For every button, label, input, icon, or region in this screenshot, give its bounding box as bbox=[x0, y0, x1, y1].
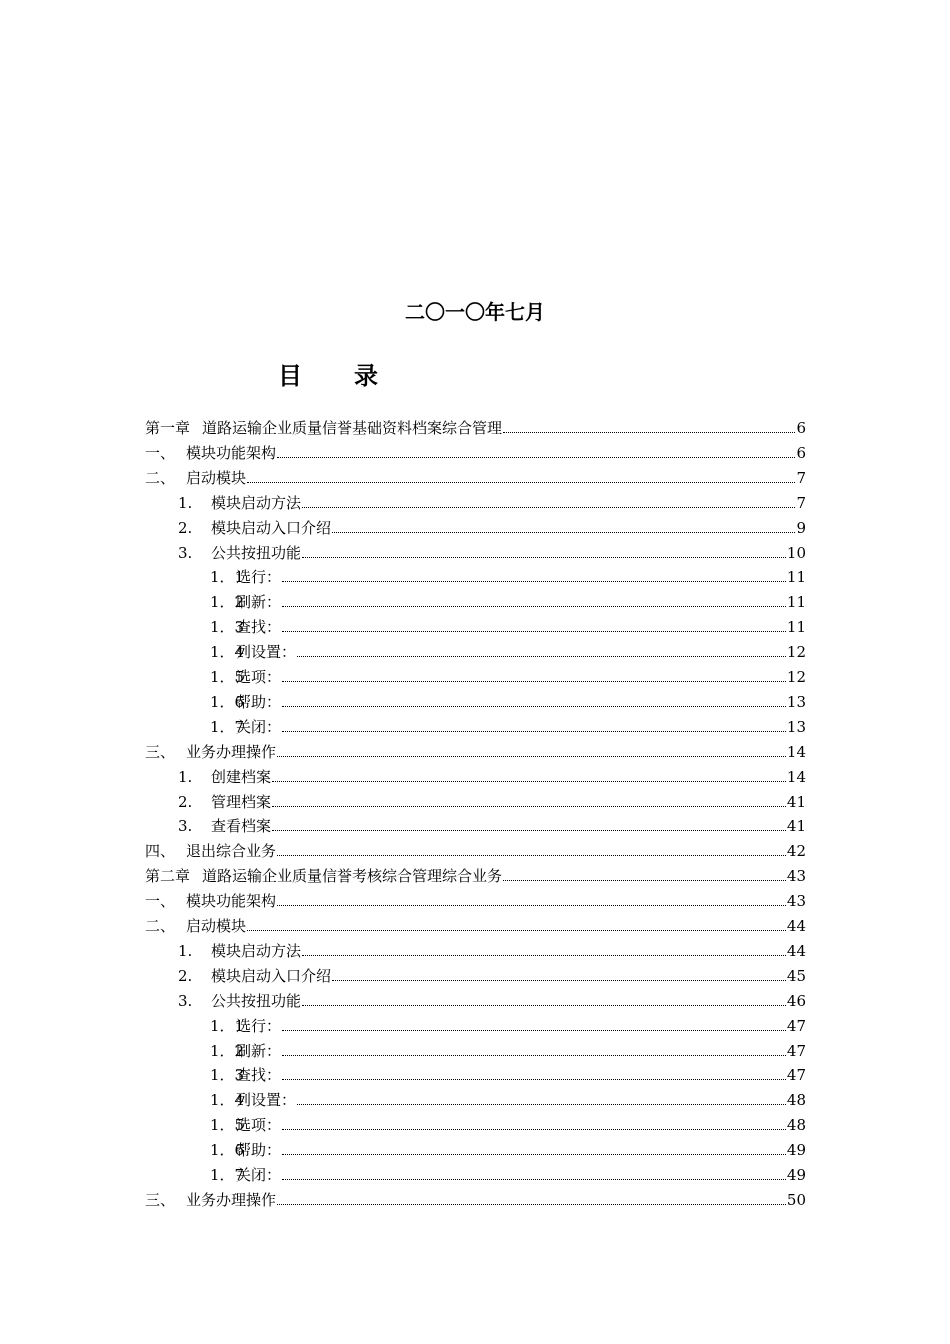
toc-entry-page: 47 bbox=[786, 1016, 806, 1035]
toc-entry-number: 二、 bbox=[145, 917, 176, 935]
toc-entry[interactable] bbox=[145, 911, 806, 936]
toc-entry-label: 帮助： bbox=[236, 1141, 282, 1160]
toc-entry-label: 关闭： bbox=[236, 1166, 282, 1184]
toc-entry-number: 第一章 bbox=[145, 419, 191, 437]
toc-leader-dots bbox=[302, 1005, 786, 1006]
toc-entry-page: 10 bbox=[786, 543, 806, 562]
toc-leader-dots bbox=[282, 681, 786, 682]
toc-heading-char: 录 bbox=[354, 362, 378, 390]
toc-heading-char: 目 bbox=[278, 362, 302, 390]
toc-leader-dots bbox=[282, 731, 786, 732]
toc-entry-label: 选项： bbox=[236, 1116, 282, 1135]
toc-entry-page: 11 bbox=[786, 618, 806, 637]
toc-entry-page: 7 bbox=[796, 493, 806, 512]
toc-entry-page: 14 bbox=[786, 767, 806, 786]
toc-entry[interactable] bbox=[178, 762, 806, 787]
toc-leader-dots bbox=[277, 855, 786, 856]
toc-entry[interactable] bbox=[210, 1011, 806, 1036]
toc-entry-number: 1．7 bbox=[210, 717, 245, 736]
toc-entry-number: 1．4 bbox=[210, 643, 245, 662]
toc-entry-number: 1．3 bbox=[210, 1066, 245, 1085]
toc-entry[interactable] bbox=[178, 986, 806, 1011]
toc-entry-number: 1．5 bbox=[210, 1116, 245, 1135]
toc-entry[interactable] bbox=[210, 1160, 806, 1185]
toc-entry-label: 选项： bbox=[236, 668, 282, 686]
toc-entry-page: 41 bbox=[786, 817, 806, 836]
toc-entry-number: 1．1 bbox=[210, 1016, 245, 1035]
toc-entry[interactable] bbox=[210, 1085, 806, 1110]
toc-entry-page: 43 bbox=[786, 867, 806, 886]
toc-leader-dots bbox=[282, 1030, 786, 1031]
toc-entry-number: 二、 bbox=[145, 468, 176, 487]
toc-entry[interactable] bbox=[145, 413, 806, 438]
toc-entry-number: 2. bbox=[178, 518, 193, 537]
toc-entry-label: 查看档案 bbox=[211, 817, 272, 836]
toc-entry-page: 13 bbox=[786, 692, 806, 711]
document-date: 二〇一〇年七月 bbox=[405, 300, 545, 324]
toc-entry-page: 49 bbox=[786, 1166, 806, 1184]
toc-entry[interactable] bbox=[210, 562, 806, 587]
toc-entry[interactable] bbox=[178, 936, 806, 961]
toc-entry-number: 3. bbox=[178, 991, 193, 1010]
toc-entry-label: 启动模块 bbox=[186, 468, 247, 487]
toc-leader-dots bbox=[277, 1204, 786, 1205]
toc-leader-dots bbox=[277, 756, 786, 757]
toc-entry[interactable] bbox=[178, 538, 806, 563]
toc-entry-label: 查找： bbox=[236, 1066, 282, 1085]
toc-entry-number: 第二章 bbox=[145, 867, 191, 886]
toc-leader-dots bbox=[277, 905, 786, 906]
toc-entry-page: 48 bbox=[786, 1116, 806, 1135]
toc-entry-page: 45 bbox=[786, 966, 806, 985]
toc-entry-label: 公共按扭功能 bbox=[211, 991, 302, 1010]
toc-heading bbox=[278, 356, 378, 391]
toc-entry-number: 2. bbox=[178, 792, 193, 811]
toc-entry-label: 道路运输企业质量信誉基础资料档案综合管理 bbox=[202, 419, 503, 437]
toc-entry-number: 3. bbox=[178, 817, 193, 836]
toc-leader-dots bbox=[297, 656, 786, 657]
toc-entry[interactable] bbox=[210, 687, 806, 712]
toc-entry-page: 48 bbox=[786, 1091, 806, 1110]
toc-leader-dots bbox=[277, 457, 795, 458]
toc-entry-page: 6 bbox=[796, 443, 806, 462]
toc-entry-label: 模块启动方法 bbox=[211, 941, 302, 960]
toc-entry-number: 1．7 bbox=[210, 1166, 245, 1184]
toc-entry-number: 1．2 bbox=[210, 1041, 245, 1060]
toc-entry[interactable] bbox=[145, 1185, 806, 1210]
toc-entry-number: 1．4 bbox=[210, 1091, 245, 1110]
toc-entry[interactable] bbox=[210, 612, 806, 637]
toc-entry-page: 14 bbox=[786, 742, 806, 761]
toc-entry-number: 1．6 bbox=[210, 1141, 245, 1160]
toc-leader-dots bbox=[297, 1104, 786, 1105]
toc-leader-dots bbox=[302, 955, 786, 956]
toc-entry-page: 47 bbox=[786, 1066, 806, 1085]
toc-entry-page: 6 bbox=[796, 419, 806, 437]
toc-entry-page: 12 bbox=[786, 668, 806, 686]
toc-entry-label: 列设置： bbox=[236, 1091, 297, 1110]
toc-entry-number: 1．5 bbox=[210, 668, 245, 686]
toc-entry-page: 49 bbox=[786, 1141, 806, 1160]
toc-entry[interactable] bbox=[178, 488, 806, 513]
toc-entry-page: 46 bbox=[786, 991, 806, 1010]
toc-entry-label: 模块功能架构 bbox=[186, 443, 277, 462]
toc-entry[interactable] bbox=[178, 811, 806, 836]
toc-entry-label: 业务办理操作 bbox=[186, 1190, 277, 1209]
toc-entry-label: 选行： bbox=[236, 568, 282, 587]
toc-entry-label: 管理档案 bbox=[211, 792, 272, 811]
toc-entry-label: 帮助： bbox=[236, 692, 282, 711]
toc-leader-dots bbox=[282, 1079, 786, 1080]
toc-leader-dots bbox=[247, 930, 786, 931]
toc-leader-dots bbox=[272, 806, 786, 807]
toc-entry-page: 13 bbox=[786, 717, 806, 736]
toc-entry-label: 选行： bbox=[236, 1016, 282, 1035]
toc-entry[interactable] bbox=[178, 961, 806, 986]
toc-entry-page: 12 bbox=[786, 643, 806, 662]
toc-leader-dots bbox=[503, 880, 786, 881]
toc-leader-dots bbox=[302, 557, 786, 558]
toc-leader-dots bbox=[272, 781, 786, 782]
toc-entry-label: 模块启动方法 bbox=[211, 493, 302, 512]
toc-leader-dots bbox=[332, 532, 795, 533]
toc-entry[interactable] bbox=[145, 836, 806, 861]
toc-leader-dots bbox=[282, 1129, 786, 1130]
toc-entry-number: 1．2 bbox=[210, 593, 245, 612]
toc-entry-number: 1．1 bbox=[210, 568, 245, 587]
toc-entry-label: 模块功能架构 bbox=[186, 892, 277, 911]
toc-entry[interactable] bbox=[210, 1110, 806, 1135]
toc-entry-number: 1. bbox=[178, 493, 193, 512]
toc-leader-dots bbox=[282, 706, 786, 707]
toc-entry[interactable] bbox=[210, 1060, 806, 1085]
toc-entry[interactable] bbox=[210, 1036, 806, 1061]
toc-entry-number: 2. bbox=[178, 966, 193, 985]
toc-entry-page: 43 bbox=[786, 892, 806, 911]
toc-leader-dots bbox=[272, 830, 786, 831]
toc-entry[interactable] bbox=[178, 513, 806, 538]
toc-entry[interactable] bbox=[145, 886, 806, 911]
toc-entry-label: 业务办理操作 bbox=[186, 742, 277, 761]
toc-leader-dots bbox=[302, 507, 795, 508]
toc-entry-label: 启动模块 bbox=[186, 917, 247, 935]
toc-entry[interactable] bbox=[210, 662, 806, 687]
toc-entry-number: 1．6 bbox=[210, 692, 245, 711]
toc-entry-page: 11 bbox=[786, 593, 806, 612]
toc-entry[interactable] bbox=[145, 861, 806, 886]
toc-entry-number: 三、 bbox=[145, 1190, 176, 1209]
toc-entry-label: 退出综合业务 bbox=[186, 842, 277, 861]
toc-entry-number: 1. bbox=[178, 941, 193, 960]
toc-entry-number: 一、 bbox=[145, 443, 176, 462]
toc-entry-label: 刷新： bbox=[236, 593, 282, 612]
toc-leader-dots bbox=[503, 432, 795, 433]
toc-entry[interactable] bbox=[145, 463, 806, 488]
toc-entry-label: 模块启动入口介绍 bbox=[211, 518, 332, 537]
toc-entry-number: 三、 bbox=[145, 742, 176, 761]
toc-entry-page: 50 bbox=[786, 1190, 806, 1209]
toc-leader-dots bbox=[282, 631, 786, 632]
toc-entry-number: 1. bbox=[178, 767, 193, 786]
toc-entry[interactable] bbox=[210, 637, 806, 662]
toc-leader-dots bbox=[247, 482, 795, 483]
toc-entry-number: 3. bbox=[178, 543, 193, 562]
toc-entry-label: 查找： bbox=[236, 618, 282, 637]
toc-entry-page: 7 bbox=[796, 468, 806, 487]
toc-entry[interactable] bbox=[145, 438, 806, 463]
toc-entry[interactable] bbox=[210, 587, 806, 612]
toc-leader-dots bbox=[282, 581, 786, 582]
toc-entry-label: 关闭： bbox=[236, 717, 282, 736]
toc-entry-page: 42 bbox=[786, 842, 806, 861]
toc-entry-number: 1．3 bbox=[210, 618, 245, 637]
toc-entry-page: 41 bbox=[786, 792, 806, 811]
toc-entry[interactable] bbox=[210, 1135, 806, 1160]
toc-entry-label: 刷新： bbox=[236, 1041, 282, 1060]
toc-entry-number: 四、 bbox=[145, 842, 176, 861]
toc-entry-label: 创建档案 bbox=[211, 767, 272, 786]
toc-entry-number: 一、 bbox=[145, 892, 176, 911]
toc-entry[interactable] bbox=[145, 737, 806, 762]
toc-leader-dots bbox=[332, 980, 786, 981]
toc-leader-dots bbox=[282, 606, 786, 607]
toc-entry[interactable] bbox=[178, 787, 806, 812]
toc-entry-page: 11 bbox=[786, 568, 806, 587]
toc-entry-page: 44 bbox=[786, 917, 806, 935]
toc-entry-page: 47 bbox=[786, 1041, 806, 1060]
toc-entry-page: 44 bbox=[786, 941, 806, 960]
toc-entry-label: 列设置： bbox=[236, 643, 297, 662]
toc-leader-dots bbox=[282, 1055, 786, 1056]
toc-entry-label: 公共按扭功能 bbox=[211, 543, 302, 562]
toc-entry-page: 9 bbox=[796, 518, 806, 537]
toc-entry-label: 道路运输企业质量信誉考核综合管理综合业务 bbox=[202, 867, 503, 886]
toc-entry[interactable] bbox=[210, 712, 806, 737]
toc-leader-dots bbox=[282, 1179, 786, 1180]
toc-leader-dots bbox=[282, 1154, 786, 1155]
toc-entry-label: 模块启动入口介绍 bbox=[211, 966, 332, 985]
